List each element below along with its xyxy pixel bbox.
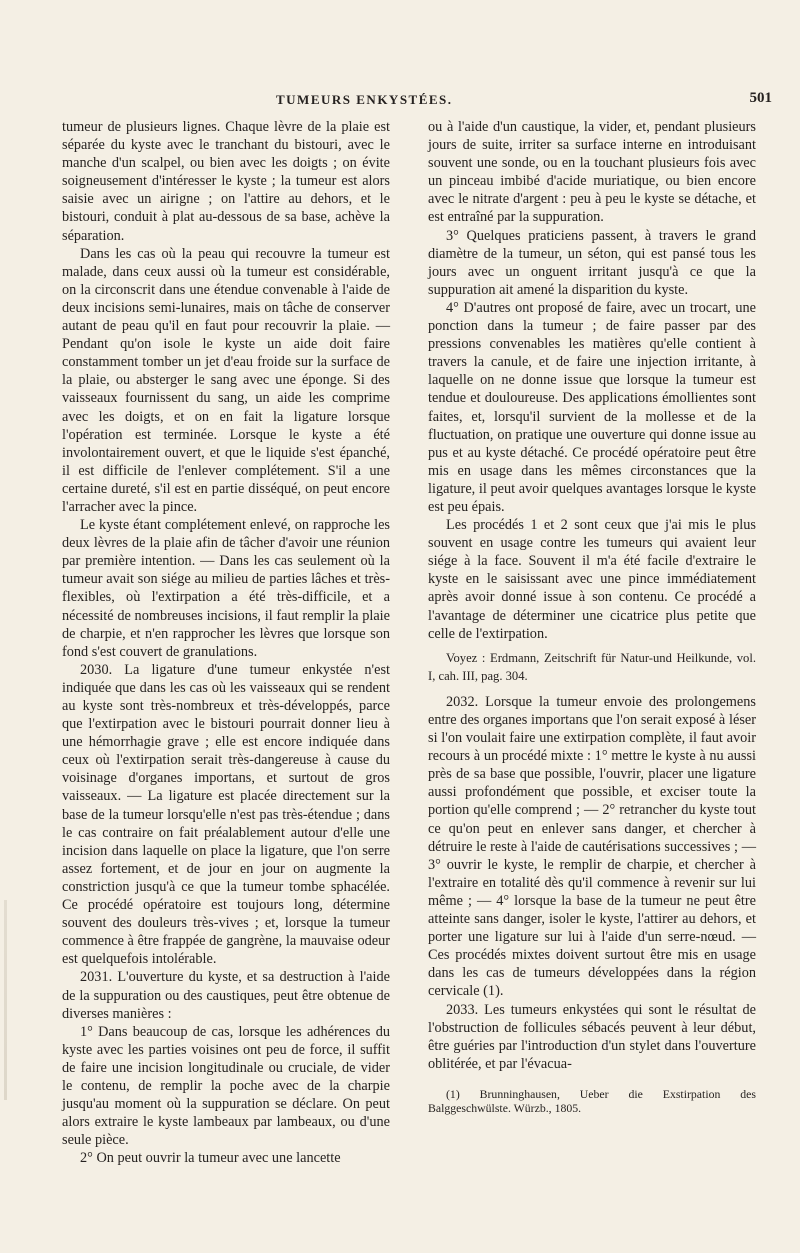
- section-2032: 2032. Lorsque la tumeur envoie des prolongemens entre des organes importans que l'on serait exposé à léser si l'on voulait faire une extirpation complète, il faut avoir recours à un procédé mixte : 1° mettre le kyste à nu aussi près de sa base que possible, l'ouvrir, placer une ligature aussi profondément que possible, et exciser toute la portion qu'elle comprend ; — 2° retrancher du kyste tout ce qu'on peut en enlever sans danger, et chercher à détruire le reste à l'aide de cautérisations successives ; — 3° ouvrir le kyste, le remplir de charpie, et chercher à l'extraire en totalité dès qu'il commence à revenir sur lui même ; — 4° lorsque la base de la tumeur ne peut être atteinte sans danger, isoler le kyste, l'attirer au dehors, et porter une ligature sur lui à l'aide d'un serre-nœud. — Ces procédés mixtes doivent surtout être mis en usage dans les cas de tumeurs développées dans la région cervicale (1).: [428, 693, 756, 1000]
- page-header: [60, 88, 772, 112]
- paragraph: Le kyste étant complétement enlevé, on rapproche les deux lèvres de la plaie afin de tâcher d'avoir une réunion par première intention. — Dans les cas seulement où la tumeur avait son siége au milieu de parties lâches et très-flexibles, où l'extirpation a été très-difficile, et a nécessité de nombreuses incisions, il faut remplir la plaie de charpie, et n'en rapprocher les lèvres que lorsque son fond s'est couvert de granulations.: [62, 517, 390, 660]
- margin-shadow: [4, 900, 7, 1100]
- paragraph: Dans les cas où la peau qui recouvre la tumeur est malade, dans ceux aussi où la tumeur est considérable, on la circonscrit dans une étendue convenable à l'aide de deux incisions semi-lunaires, mais on tâche de conserver autant de peau qu'il en faut pour recouvrir la plaie. — Pendant qu'on isole le kyste un aide doit faire constamment tomber un jet d'eau froide sur la surface de la plaie, ou absterger le sang avec une éponge. Si des vaisseaux fournissent du sang, un aide les comprime avec les doigts, et on en fait la ligature lorsque l'opération est terminée. Lorsque le kyste a été involontairement ouvert, et que le liquide s'est épanché, il est difficile de l'enlever complétement. S'il a une certaine dureté, s'il est en partie disséqué, on peut encore l'arracher avec la pince.: [62, 245, 390, 515]
- section-2030: 2030. La ligature d'une tumeur enkystée n'est indiquée que dans les cas où les vaisseaux qui se rendent au kyste sont très-nombreux et très-développés, parce que l'extirpation avec le bistouri pourrait donner lieu à une hémorrhagie grave ; elle est encore indiquée dans ceux où l'extirpation serait très-dangereuse à cause du voisinage d'organes importans, et surtout de gros vaisseaux. — La ligature est placée directement sur la base de la tumeur lorsqu'elle n'est pas très-étendue ; dans le cas contraire on fait préalablement autour d'elle une incision dans laquelle on place la ligature, que l'on serre assez fortement, et de jour en jour on augmente la constriction jusqu'à ce que la tumeur tombe sphacélée. Ce procédé opératoire est toujours long, détermine souvent des douleurs très-vives ; et, lorsque la tumeur commence à être frappée de gangrène, la mauvaise odeur est quelquefois intolérable.: [62, 661, 390, 968]
- footnote: (1) Brunninghausen, Ueber die Exstirpation des Balggeschwülste. Würzb., 1805.: [428, 1086, 756, 1116]
- left-column: [62, 118, 390, 1167]
- paragraph: 2° On peut ouvrir la tumeur avec une lancette: [80, 1150, 341, 1167]
- paragraph: 3° Quelques praticiens passent, à travers le grand diamètre de la tumeur, un séton, qui est pansé tous les jours avec un onguent irritant jusqu'à ce que la suppuration ait amené la disparition du kyste.: [428, 227, 756, 298]
- section-2033: 2033. Les tumeurs enkystées qui sont le résultat de l'obstruction de follicules sébacés peuvent à leur début, être guéries par l'introduction d'un stylet dans l'ouverture oblitérée, et par l'évacua-: [428, 1001, 756, 1072]
- paragraph-continued: ou à l'aide d'un caustique, la vider, et, pendant plusieurs jours de suite, irriter sa surface interne en introduisant souvent une sonde, ou en la touchant plusieurs fois avec un pinceau imbibé d'acide muriatique, ou bien encore avec le nitrate d'argent : peu à peu le kyste se détache, et est entraîné par la suppuration.: [428, 119, 756, 226]
- page-number: 501: [749, 90, 772, 106]
- right-column: [428, 118, 756, 1116]
- paragraph-continued: tumeur de plusieurs lignes. Chaque lèvre de la plaie est séparée du kyste avec le tranchant du bistouri, avec le manche d'un scalpel, ou bien avec les doigts ; on évite soigneusement d'intéresser le kyste ; la tumeur est alors saisie avec un airigne ; on l'attire au dehors, et le bistouri, conduit à plat au-dessous de sa base, achève la séparation.: [62, 119, 390, 244]
- citation: Voyez : Erdmann, Zeitschrift für Natur-und Heilkunde, vol. I, cah. III, pag. 304.: [428, 650, 756, 683]
- running-head: TUMEURS ENKYSTÉES.: [276, 92, 453, 107]
- paragraph: 1° Dans beaucoup de cas, lorsque les adhérences du kyste avec les parties voisines ont peu de force, il suffit de faire une incision longitudinale ou cruciale, de vider le contenu, de remplir la poche avec de la charpie jusqu'au moment où la suppuration se déclare. On peut alors extraire le kyste lambeaux par lambeaux, ou d'une seule pièce.: [62, 1023, 390, 1149]
- section-2031: 2031. L'ouverture du kyste, et sa destruction à l'aide de la suppuration ou des caustiques, peut être obtenue de diverses manières :: [62, 969, 390, 1022]
- author-note: Les procédés 1 et 2 sont ceux que j'ai mis le plus souvent en usage contre les tumeurs qui avaient leur siége à la face. Souvent il m'a été facile d'extraire le kyste en le saisissant avec une pince immédiatement après avoir donné issue à son contenu. Ce procédé a l'avantage de déterminer une cicatrice plus petite que celle de l'extirpation.: [428, 517, 756, 642]
- paragraph: 4° D'autres ont proposé de faire, avec un trocart, une ponction dans la tumeur ; de faire passer par des pressions convenables les matières qu'elle contient à travers la canule, et de faire une injection irritante, à laquelle on ne donne issue que lorsque la tumeur est tendue et douloureuse. Des applications émollientes sont faites, et, lorsqu'il survient de la mollesse et de la fluctuation, on pratique une ouverture qui donne issue au pus et au kyste détaché. Ce procédé opératoire peut être mis en usage dans les mêmes circonstances que la ligature, il peut avoir quelques avantages lorsque le kyste est peu épais.: [428, 299, 756, 515]
